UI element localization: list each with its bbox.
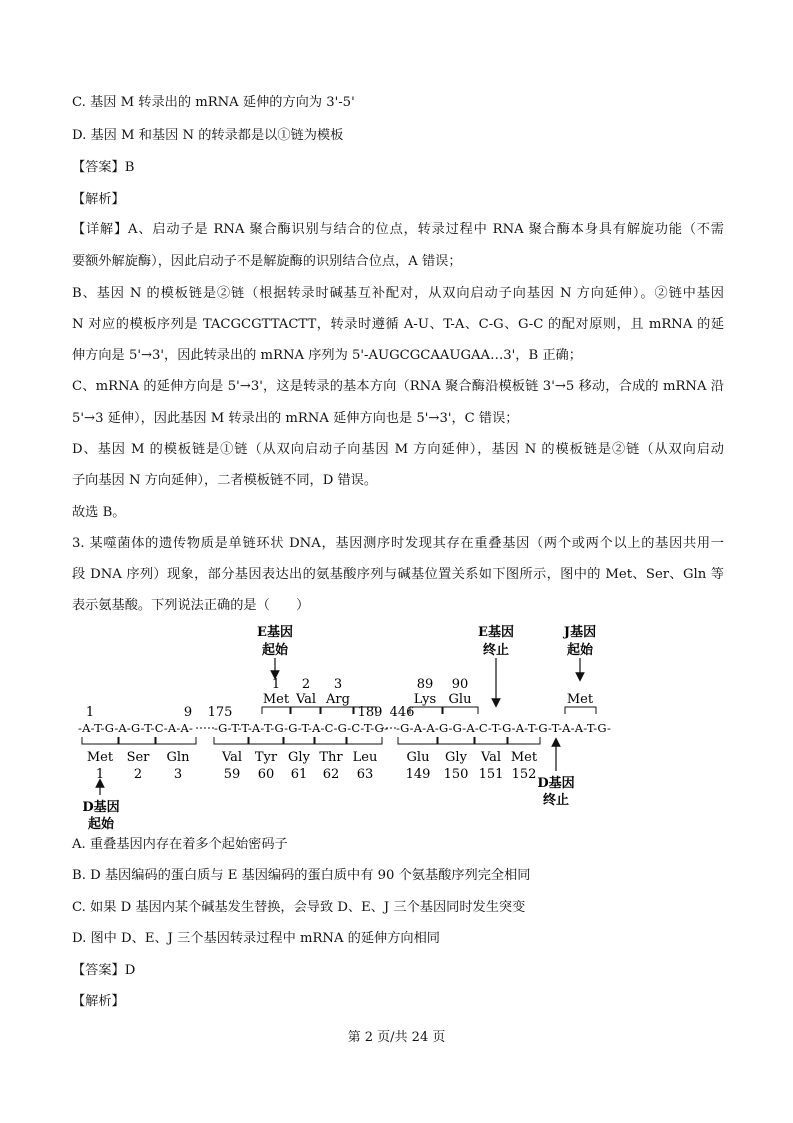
e-gene-end-label-1: E基因: [478, 625, 514, 640]
option-d: D. 图中 D、E、J 三个基因转录过程中 mRNA 的延伸方向相同: [72, 931, 440, 946]
bottom-aa-59: Val: [221, 750, 243, 765]
d-gene-start-label-1: D基因: [82, 800, 120, 815]
bottom-codon-brackets: [82, 737, 540, 744]
bottom-aa-62: Thr: [319, 750, 343, 765]
bottom-aa-151: Val: [480, 750, 502, 765]
line-option-d-prev: D. 基因 M 和基因 N 的转录都是以①链为模板: [72, 128, 344, 143]
explain-line-5: 伸方向是 5'→3'，因此转录出的 mRNA 序列为 5'-AUGCGCAAUGAA…3'，B 正确；: [72, 348, 582, 363]
top-codon-brackets: [262, 707, 596, 714]
explain-line-9: 子向基因 N 方向延伸），二者模板链不同，D 错误。: [72, 473, 378, 488]
d-gene-start-label-2: 起始: [87, 817, 115, 830]
top-aa-glu: Glu: [448, 692, 472, 707]
top-aa-val: Val: [295, 692, 317, 707]
question-3-line-1: 3. 某噬菌体的遗传物质是单链环状 DNA，基因测序时发现其存在重叠基因（两个或两个以上的基因共用一: [72, 536, 724, 551]
option-a: A. 重叠基因内存在着多个起始密码子: [72, 837, 288, 852]
position-9: 9: [183, 705, 193, 720]
e-gene-start-label-1: E基因: [257, 625, 293, 640]
bottom-num-59: 59: [223, 767, 241, 782]
position-189: 189: [357, 705, 383, 720]
top-num-2: 2: [301, 677, 311, 692]
bottom-num-1: 1: [95, 767, 105, 782]
top-num-1: 1: [271, 677, 281, 692]
explain-line-4: N 对应的模板序列是 TACGCGTTACTT，转录时遵循 A-U、T-A、C-G、G-C 的配对原则，且 mRNA 的延: [72, 317, 724, 332]
d-gene-end-label-2: 终止: [542, 793, 570, 808]
top-aa-arg: Arg: [326, 692, 350, 707]
dna-seq-1: -A-T-G-A-G-T-C-A-A-: [78, 721, 194, 735]
position-1: 1: [85, 705, 95, 720]
bottom-num-62: 62: [322, 767, 340, 782]
bottom-num-61: 61: [290, 767, 308, 782]
dna-seq-3: -G-A-A-G-G-A-C-T-G-A-T-G-T-A-A-T-G-: [396, 721, 612, 735]
bottom-aa-63: Leu: [352, 750, 378, 765]
choose-b: 故选 B。: [72, 505, 126, 520]
bottom-aa-152: Met: [510, 750, 538, 765]
bottom-num-60: 60: [257, 767, 275, 782]
j-gene-start-label-2: 起始: [566, 643, 594, 658]
top-aa-met: Met: [262, 692, 290, 707]
bottom-aa-1: Met: [86, 750, 114, 765]
explain-line-8: D、基因 M 的模板链是①链（从双向启动子向基因 M 方向延伸），基因 N 的模板链是②链（从双向启动: [72, 442, 724, 457]
line-option-c-prev: C. 基因 M 转录出的 mRNA 延伸的方向为 3'-5': [72, 95, 355, 110]
bottom-aa-149: Glu: [406, 750, 430, 765]
question-3-line-3: 表示氨基酸。下列说法正确的是（ ）: [72, 598, 310, 613]
e-gene-start-label-2: 起始: [261, 643, 289, 658]
option-b: B. D 基因编码的蛋白质与 E 基因编码的蛋白质中有 90 个氨基酸序列完全相同: [72, 868, 531, 883]
explain-line-7: 5'→3 延伸），因此基因 M 转录出的 mRNA 延伸方向也是 5'→3'，C 错误；: [72, 411, 519, 426]
j-gene-start-label-1: J基因: [563, 625, 597, 640]
analysis-label-2: 【解析】: [72, 994, 125, 1009]
bottom-num-151: 151: [478, 767, 504, 782]
bottom-num-150: 150: [443, 767, 469, 782]
page-footer: 第 2 页/共 24 页: [347, 1030, 446, 1045]
bottom-num-3: 3: [173, 767, 183, 782]
question-3-line-2: 段 DNA 序列）现象，部分基因表达出的氨基酸序列与碱基位置关系如下图所示，图中的 Met、Ser、Gln 等: [72, 567, 724, 582]
bottom-aa-61: Gly: [288, 750, 310, 765]
bottom-aa-3: Gln: [166, 750, 190, 765]
gene-overlap-figure: [0, 615, 793, 830]
bottom-aa-60: Tyr: [254, 750, 278, 765]
explain-line-6: C、mRNA 的延伸方向是 5'→3'，这是转录的基本方向（RNA 聚合酶沿模板链 3'→5 移动，合成的 mRNA 沿: [72, 379, 724, 394]
top-aa-met-j: Met: [566, 692, 594, 707]
position-175: 175: [207, 705, 233, 720]
analysis-label-1: 【解析】: [72, 192, 125, 207]
bottom-num-152: 152: [511, 767, 537, 782]
top-aa-lys: Lys: [413, 692, 437, 707]
dna-seq-2: -G-T-T-A-T-G-G-T-A-C-G-C-T-G-: [214, 721, 389, 735]
answer-label-1: 【答案】B: [72, 160, 135, 175]
bottom-aa-2: Ser: [126, 750, 150, 765]
d-gene-end-label-1: D基因: [537, 776, 575, 791]
explain-line-3: B、基因 N 的模板链是②链（根据转录时碱基互补配对，从双向启动子向基因 N 方向延伸）。②链中基因: [72, 286, 724, 301]
bottom-num-149: 149: [405, 767, 431, 782]
option-c: C. 如果 D 基因内某个碱基发生替换，会导致 D、E、J 三个基因同时发生突变: [72, 900, 526, 915]
position-446: 446: [389, 705, 415, 720]
top-num-3: 3: [333, 677, 343, 692]
bottom-aa-150: Gly: [445, 750, 467, 765]
explain-line-1: 【详解】A、启动子是 RNA 聚合酶识别与结合的位点，转录过程中 RNA 聚合酶本身具有解旋功能（不需: [72, 222, 724, 237]
top-num-90: 90: [451, 677, 469, 692]
bottom-num-2: 2: [133, 767, 143, 782]
bottom-num-63: 63: [356, 767, 374, 782]
answer-label-2: 【答案】D: [72, 963, 136, 978]
explain-line-2: 要额外解旋酶），因此启动子不是解旋酶的识别结合位点，A 错误；: [72, 254, 462, 269]
e-gene-end-label-2: 终止: [482, 643, 510, 658]
top-num-89: 89: [416, 677, 434, 692]
